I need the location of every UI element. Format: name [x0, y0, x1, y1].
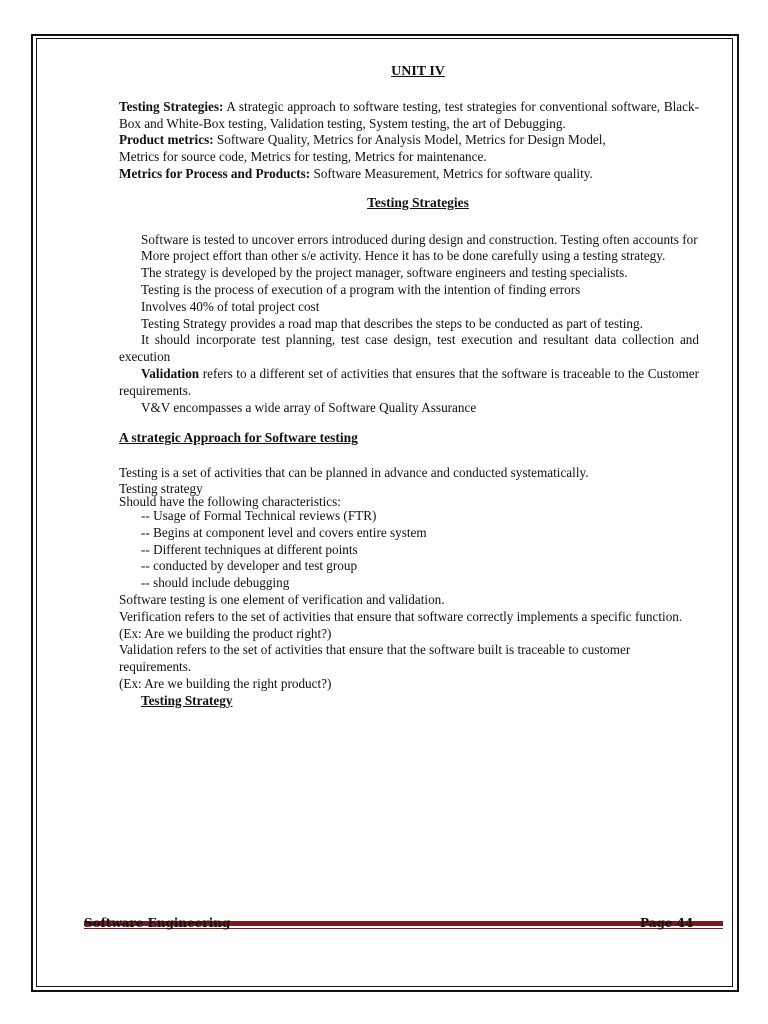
section-heading-testing-strategies: Testing Strategies — [367, 194, 469, 210]
subheading-testing-strategy: Testing Strategy — [141, 692, 233, 708]
page-number: Page 44 — [640, 916, 694, 930]
characteristics-list — [119, 508, 699, 592]
para-testing-strategy: Testing strategy — [119, 480, 203, 496]
para-ex-product-right: (Ex: Are we building the product right?) — [119, 625, 332, 641]
list-item: -- Different techniques at different points — [141, 541, 358, 557]
para-set-of-activities: Testing is a set of activities that can be planned in advance and conducted systematically. — [119, 465, 589, 481]
para-ex-right-product: (Ex: Are we building the right product?) — [119, 675, 332, 691]
para-vv: V&V encompasses a wide array of Software Quality Assurance — [141, 399, 477, 415]
page-content — [119, 64, 699, 710]
para-effort: More project effort than other s/e activity. Hence it has to be done carefully using a testing strategy. — [141, 248, 666, 264]
para-process-execution: Testing is the process of execution of a program with the intention of finding errors — [141, 281, 581, 297]
list-item: -- Usage of Formal Technical reviews (FTR) — [141, 507, 377, 523]
para-incorporate: It should incorporate test planning, test case design, test execution and resultant data collection and execution — [119, 332, 699, 365]
para-verification: Verification refers to the set of activities that ensure that software correctly implements a specific function. — [119, 608, 683, 624]
intro-product-metrics-cont: Metrics for source code, Metrics for testing, Metrics for maintenance. — [119, 149, 487, 165]
para-cost: Involves 40% of total project cost — [141, 298, 320, 314]
para-road-map: Testing Strategy provides a road map that describes the steps to be conducted as part of testing. — [141, 315, 643, 331]
list-item: -- Begins at component level and covers entire system — [141, 524, 427, 540]
para-characteristics: Should have the following characteristics: — [119, 493, 341, 509]
para-validation-def: Validation refers to the set of activities that ensure that the software built is traceable to customer requirements. — [119, 642, 631, 675]
list-item: -- should include debugging — [141, 575, 290, 591]
intro-process-metrics: Metrics for Process and Products: Software Measurement, Metrics for software quality. — [119, 165, 593, 181]
para-element-vv: Software testing is one element of verification and validation. — [119, 591, 445, 607]
para-tested: Software is tested to uncover errors introduced during design and construction. Testing often accounts for — [141, 231, 698, 247]
section-heading-strategic-approach: A strategic Approach for Software testing — [119, 430, 358, 446]
intro-testing-strategies: Testing Strategies: A strategic approach to software testing, test strategies for conventional software, Black-Box and White-Box testing, Validation testing, System testing, the art of Debugging. — [119, 98, 699, 131]
intro-product-metrics: Product metrics: Software Quality, Metrics for Analysis Model, Metrics for Design Model, — [119, 132, 606, 148]
unit-title: UNIT IV — [391, 64, 445, 79]
para-validation: Validation refers to a different set of activities that ensures that the software is traceable to the Customer requirements. — [119, 365, 699, 398]
footer-title: Software Engineering — [84, 916, 231, 930]
list-item: -- conducted by developer and test group — [141, 558, 358, 574]
para-strategy-developed: The strategy is developed by the project manager, software engineers and testing specialists. — [141, 265, 628, 281]
